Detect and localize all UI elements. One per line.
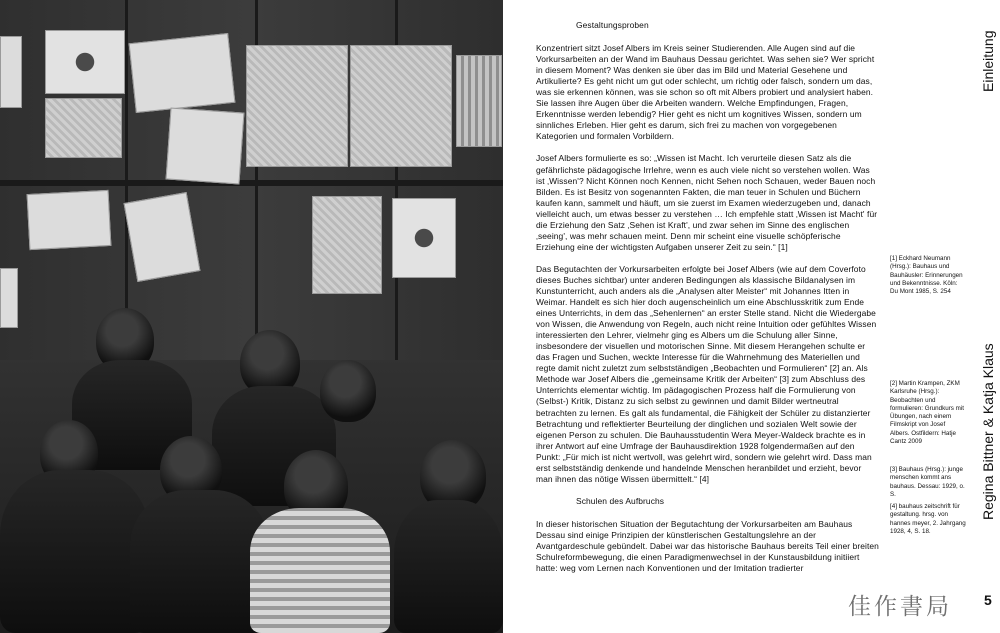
- student-body: [394, 500, 503, 633]
- page-number: 5: [984, 592, 992, 608]
- artwork-sheet: [0, 268, 18, 328]
- footnote: [4] bauhaus zeitschrift für gestaltung. hrsg. von hannes meyer, 2. Jahrgang 1928, 4, S. 18.: [890, 503, 966, 535]
- section-heading: Schulen des Aufbruchs: [576, 495, 665, 506]
- footnote: [2] Martin Krampen, ZKM Karlsruhe (Hrsg.): Beobachten und formulieren: Grundkurs mit Übungen, nach einem Filmskript von Josef Albers. Ostfildern: Hatje Cantz 2009: [890, 380, 964, 446]
- paragraph: Das Begutachten der Vorkursarbeiten erfolgte bei Josef Albers (wie auf dem Coverfoto dieses Buches sichtbar) unter anderen Bedingungen als klassische Bildanalysen im Kunstunterricht, auch anders als die „Analysen alter Meister“ mit Johannes Itten in Weimar. Handelt es sich hier doch augenscheinlich um eine Abschlusskritik zum Ende eines Unterrichts, in dem das „Sehenlernen“ an erster Stelle stand. Nicht die Wiedergabe von Wissen, die Anwendung von Regeln, auch nicht reine Intuition oder gefühltes Wissen interessierten den Lehrer, vielmehr ging es Albers um die Schulung aller Sinne, insbesondere der visuellen und motorischen Sinne. Mit diesem Herangehen schulte er das Fragen und Suchen, weckte Interesse für die Wahrnehmung des Materiellen und regte damit nicht zuletzt zum selbstständigen „Beobachten und Formulieren“ [2] an. Als Methode war Josef Albers die „gemeinsame Kritik der Arbeiten“ [3] zum Abschluss des Unterrichts elementar wichtig. Im pädagogischen Prozess half die Formulierung von (Selbst-) Kritik, Distanz zu sich selbst zu gewinnen und damit Bilder wertneutral betrachten zu lernen. Es galt als fundamental, die Fähigkeit der Schüler zu distanzierter Betrachtung und reflektierter Beurteilung der dinglichen und sozialen Welt sowie der eigenen Person zu schulen. Die Bauhausstudentin Wera Meyer-Waldeck brachte es in ihrer Antwort auf eine Umfrage der Bauhausdirektion 1928 folgendermaßen auf den Punkt: „Für mich ist nicht wertvoll, was gelehrt wird, sondern wie gelehrt wird. Dass man erst selbstständig denkende und handelnde Menschen heranbildet und erzieht, bevor man ihnen das nötige Wissen übermittelt.“ [4]: [536, 263, 877, 484]
- artwork-sheet: [392, 198, 456, 278]
- artwork-sheet: [27, 190, 112, 250]
- wall-divider: [125, 0, 128, 360]
- section-heading: Gestaltungsproben: [576, 20, 649, 30]
- watermark: 佳作書局: [848, 594, 952, 620]
- student-body: [0, 470, 150, 633]
- student-body: [130, 490, 270, 633]
- student-sweater: [250, 508, 390, 633]
- artwork-sheet: [312, 196, 382, 294]
- paragraph: Josef Albers formulierte es so: „Wissen ist Macht. Ich verurteile diesen Satz als die gefährlichste pädagogische Irrlehre, wenn es auch viele nicht so verstehen wollen. Was ist ‚Wissen'? Nicht Können noch Kennen, nicht Sehen noch Schauen, weder Bauen noch Bilden. Es ist Besitz von sogenannten Fakten, die man teuer in Schulen und Büchern kaufen kann, sammelt und häuft, um sie zuerst im Examen wiederzugeben und, danach vielleicht auch, um etwas besser zu verstehen … Ich empfehle statt ‚Wissen ist Macht' für die Erziehung den Satz ‚Sehen ist Kraft', und zwar sehen im Sinne des englischen ‚seeing', was mehr schauen meint. Denn mir scheint eine visuelle schöpferische Erziehung eine der wichtigsten Aufgaben unserer Zeit zu sein.“ [1]: [536, 153, 878, 252]
- artwork-sheet: [350, 45, 452, 167]
- artwork-sheet: [166, 108, 245, 185]
- artwork-sheet: [246, 45, 348, 167]
- artwork-sheet: [45, 98, 122, 158]
- artwork-sheet: [0, 36, 22, 108]
- paragraph: In dieser historischen Situation der Begutachtung der Vorkursarbeiten am Bauhaus Dessau sind einige Prinzipien der künstlerischen Gestaltungslehre an der Avantgardeschule gebündelt. Dabei war das historische Bauhaus bereits Teil einer breiten Schulreformbewegung, die einen Paradigmenwechsel in der Kunstausbildung initiiert hatte: weg vom Lernen nach Konventionen und der Imitation tradierter: [536, 518, 879, 574]
- author-names: Regina Bittner & Katja Klaus: [980, 343, 996, 520]
- paragraph: Konzentriert sitzt Josef Albers im Kreis seiner Studierenden. Alle Augen sind auf die Vorkursarbeiten an der Wand im Bauhaus Dessau gerichtet. Was sehen sie? Wer spricht in diesem Moment? Was denken sie über das im Bild und Material Gesehene und Artikulierte? Es geht nicht um gut oder schlecht, um richtig oder falsch, sondern um das, was sie erkennen können, was sie schon so oft mit Albers probiert und analysiert haben. Sie lassen ihre Augen über die Arbeiten wandern. Welche Empfindungen, Fragen, Erkenntnisse werden lebendig? Hier geht es nicht um kognitives Wissen, sondern um sinnliches Erleben. Hier geht es darum, sich frei zu machen von vorgegebenen Kategorien und formalen Vorbildern.: [536, 43, 875, 142]
- artwork-sheet: [45, 30, 125, 94]
- footnote: [3] Bauhaus (Hrsg.): junge menschen kommt ans bauhaus. Dessau: 1929, o. S.: [890, 466, 965, 498]
- student-head: [320, 360, 376, 422]
- wall-divider: [0, 180, 503, 186]
- chapter-title: Einleitung: [980, 30, 996, 92]
- artwork-sheet: [124, 192, 201, 282]
- artwork-sheet: [456, 55, 502, 147]
- footnote: [1] Eckhard Neumann (Hrsg.): Bauhaus und Bauhäusler: Erinnerungen und Bekenntnisse. Köln: Du Mont 1985, S. 254: [890, 255, 963, 296]
- main-text-column: [536, 18, 880, 585]
- artwork-sheet: [129, 33, 236, 113]
